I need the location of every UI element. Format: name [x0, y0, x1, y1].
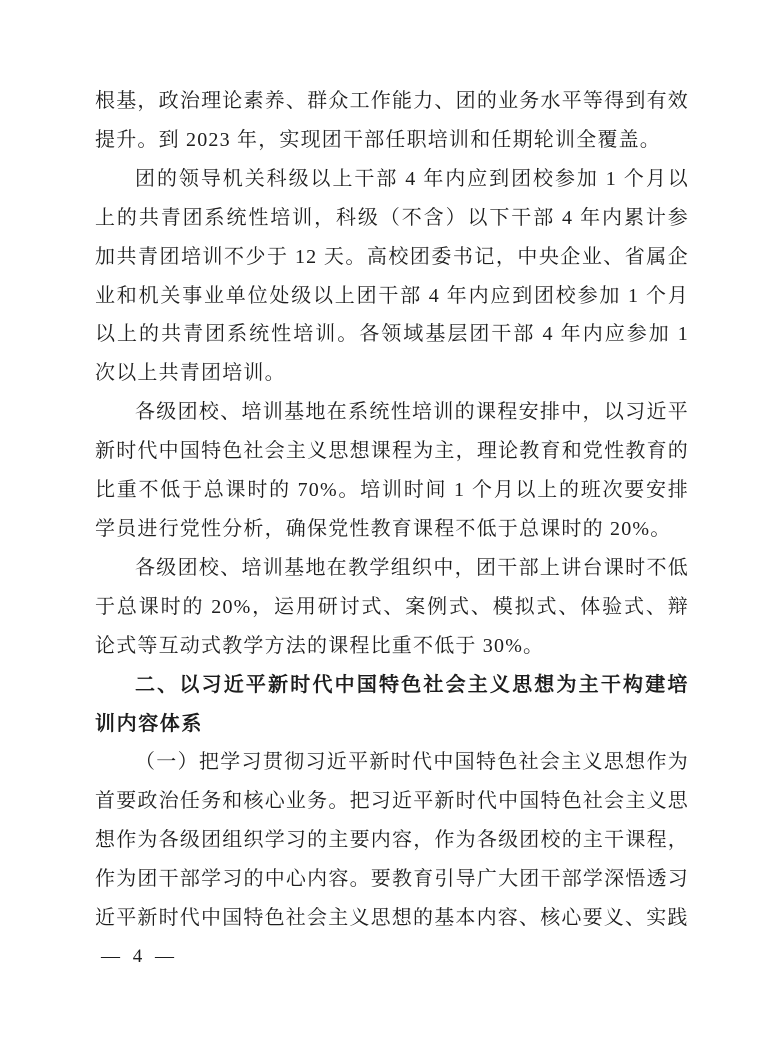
- paragraph-training-requirements: 团的领导机关科级以上干部 4 年内应到团校参加 1 个月以上的共青团系统性培训，科级（不含）以下干部 4 年内累计参加共青团培训不少于 12 天。高校团委书记，中央企业、省属企业和机关事业单位处级以上团干部 4 年内应到团校参加 1 个月以上的共青团系统性培训。各领域基层团干部 4 年内应参加 1 次以上共青团培训。: [95, 167, 689, 385]
- paragraph-continuation: 根基，政治理论素养、群众工作能力、团的业务水平等得到有效提升。到 2023 年，实现团干部任职培训和任期轮训全覆盖。: [95, 90, 689, 151]
- paragraph-curriculum-arrangement: 各级团校、培训基地在系统性培训的课程安排中，以习近平新时代中国特色社会主义思想课程为主，理论教育和党性教育的比重不低于总课时的 70%。培训时间 1 个月以上的班次要安排学员进行党性分析，确保党性教育课程不低于总课时的 20%。: [95, 401, 689, 540]
- section-heading-2: 二、以习近平新时代中国特色社会主义思想为主干构建培训内容体系: [95, 673, 689, 735]
- paragraph-teaching-organization: 各级团校、培训基地在教学组织中，团干部上讲台课时不低于总课时的 20%，运用研讨式、案例式、模拟式、体验式、辩论式等互动式教学方法的课程比重不低于 30%。: [95, 556, 689, 657]
- document-body: [95, 82, 689, 938]
- page-number: — 4 —: [101, 946, 178, 967]
- paragraph-section-2-item-1: （一）把学习贯彻习近平新时代中国特色社会主义思想作为首要政治任务和核心业务。把习近平新时代中国特色社会主义思想作为各级团组织学习的主要内容，作为各级团校的主干课程，作为团干部学习的中心内容。要教育引导广大团干部学深悟透习近平新时代中国特色社会主义思想的基本内容、核心要义、实践: [95, 751, 689, 930]
